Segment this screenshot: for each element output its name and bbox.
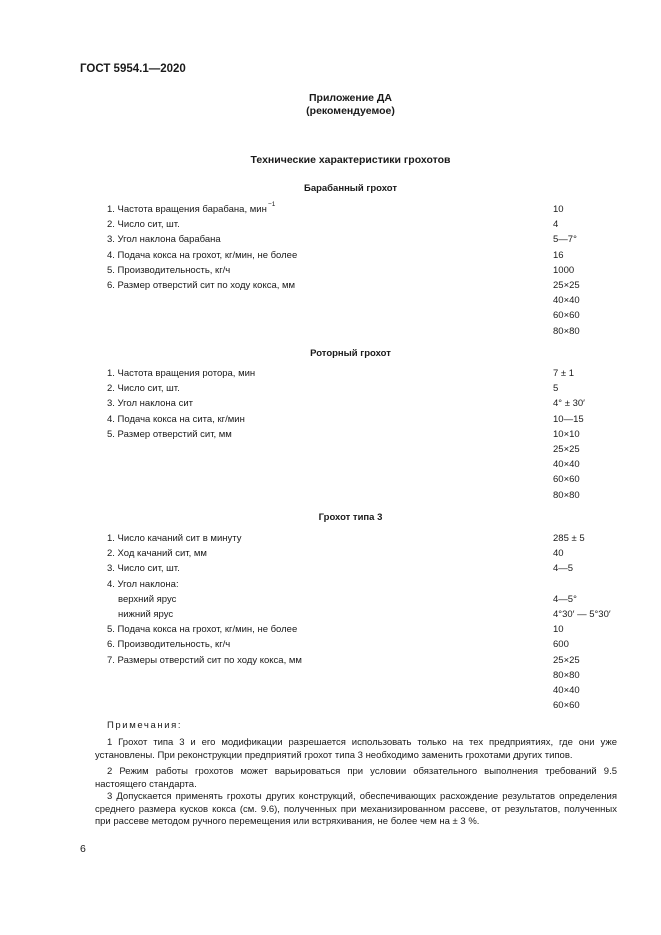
spec-value: 40×40 <box>553 459 580 471</box>
spec-value: 600 <box>553 639 569 651</box>
spec-row <box>0 310 661 325</box>
note-3: 3 Допускается применять грохоты других конструкций, обеспечивающих расхождение результатов определения среднего размера кусков кокса (см. 9.6), полученных при механизированном рассеве, от результатов, полученных при рассеве методом ручного перемещения или встряхивания, не более чем на ± 3 %. <box>95 791 617 827</box>
spec-label: 5. Производительность, кг/ч <box>107 264 231 276</box>
spec-value: 5—7° <box>553 234 577 246</box>
spec-row <box>0 474 661 489</box>
spec-value: 16 <box>553 249 564 261</box>
spec-label: 3. Число сит, шт. <box>107 563 180 575</box>
spec-label: 3. Угол наклона сит <box>107 398 193 410</box>
spec-value: 40 <box>553 548 564 560</box>
spec-value: 25×25 <box>553 280 580 291</box>
spec-value: 80×80 <box>553 669 580 681</box>
spec-value: 10 <box>553 624 564 636</box>
document-standard-header: ГОСТ 5954.1—2020 <box>80 63 186 75</box>
spec-label: 6. Размер отверстий сит по ходу кокса, мм <box>107 280 296 291</box>
section-title-rotary-screen: Роторный грохот <box>310 348 391 359</box>
spec-value: 4° ± 30′ <box>553 398 585 410</box>
spec-row <box>0 579 661 594</box>
spec-value: 60×60 <box>553 700 580 712</box>
spec-row <box>0 459 661 474</box>
spec-value: 4 <box>553 219 559 231</box>
spec-row <box>0 429 661 444</box>
spec-value: 4—5 <box>553 563 574 575</box>
spec-value: 4°30′ — 5°30′ <box>553 609 611 620</box>
spec-value: 80×80 <box>553 325 580 337</box>
spec-value: 40×40 <box>553 295 580 307</box>
spec-label: 2. Число сит, шт. <box>107 383 180 395</box>
spec-row <box>0 685 661 700</box>
page-number: 6 <box>80 843 86 855</box>
spec-value: 40×40 <box>553 685 580 696</box>
spec-label: 4. Подача кокса на сита, кг/мин <box>107 413 245 425</box>
spec-value: 60×60 <box>553 474 580 486</box>
spec-label: 4. Подача кокса на грохот, кг/мин, не более <box>107 249 298 261</box>
spec-row <box>0 490 661 505</box>
spec-value: 5 <box>553 383 559 395</box>
spec-label: 2. Число сит, шт. <box>107 219 180 231</box>
spec-row <box>0 280 661 295</box>
spec-label: 6. Производительность, кг/ч <box>107 639 231 651</box>
spec-label-superscript: −1 <box>268 201 276 208</box>
spec-label: 4. Угол наклона: <box>107 578 179 590</box>
spec-label: 1. Частота вращения ротора, мин <box>107 368 256 379</box>
spec-value: 60×60 <box>553 310 580 322</box>
spec-row <box>0 398 661 413</box>
notes-heading: Примечания: <box>107 720 183 731</box>
spec-value: 7 ± 1 <box>553 368 575 379</box>
note-1: 1 Грохот типа 3 и его модификации разрешается использовать только на тех предприятиях, где они уже установлены. При реконструкции предприятий грохот типа 3 необходимо заменить грохотами других типов. <box>95 737 617 761</box>
spec-value: 10 <box>553 204 564 215</box>
spec-row <box>0 655 661 670</box>
spec-label: 2. Ход качаний сит, мм <box>107 548 207 560</box>
spec-row <box>0 594 661 609</box>
appendix-subtitle: (рекомендуемое) <box>306 105 395 117</box>
appendix-title: Приложение ДА <box>309 92 392 104</box>
spec-row <box>0 670 661 685</box>
spec-label: 1. Частота вращения барабана, мин <box>107 204 267 215</box>
spec-value: 1000 <box>553 264 575 276</box>
spec-value: 10—15 <box>553 413 584 425</box>
spec-row <box>0 548 661 563</box>
spec-value: 285 ± 5 <box>553 533 585 544</box>
main-title: Технические характеристики грохотов <box>250 154 451 166</box>
spec-row <box>0 563 661 578</box>
spec-row <box>0 201 661 219</box>
spec-label: 5. Подача кокса на грохот, кг/мин, не более <box>107 624 298 636</box>
spec-label: 1. Число качаний сит в минуту <box>107 533 242 544</box>
spec-value: 25×25 <box>553 444 580 455</box>
spec-row <box>0 383 661 398</box>
spec-row <box>0 444 661 459</box>
spec-value: 10×10 <box>553 428 580 440</box>
spec-row <box>0 219 661 234</box>
spec-row <box>0 368 661 383</box>
spec-row <box>0 414 661 429</box>
spec-value: 80×80 <box>553 489 580 501</box>
spec-value: 25×25 <box>553 654 580 666</box>
note-2: 2 Режим работы грохотов может варьироваться при условии обязательного выполнения требований 9.5 настоящего стандарта. <box>95 766 617 790</box>
spec-row <box>0 250 661 265</box>
section-title-drum-screen: Барабанный грохот <box>303 183 397 194</box>
spec-row <box>0 295 661 310</box>
spec-label: 3. Угол наклона барабана <box>107 234 221 246</box>
spec-value: 4—5° <box>553 593 577 605</box>
section-title-type3-screen: Грохот типа 3 <box>318 512 383 523</box>
spec-row <box>0 609 661 624</box>
spec-label: верхний ярус <box>118 593 177 605</box>
spec-row <box>0 265 661 280</box>
spec-label: нижний ярус <box>118 609 174 620</box>
spec-label: 5. Размер отверстий сит, мм <box>107 428 232 440</box>
spec-row <box>0 639 661 654</box>
spec-row <box>0 700 661 715</box>
spec-row <box>0 624 661 639</box>
spec-row <box>0 533 661 548</box>
spec-row <box>0 234 661 249</box>
spec-label: 7. Размеры отверстий сит по ходу кокса, мм <box>107 654 302 666</box>
spec-row <box>0 326 661 341</box>
